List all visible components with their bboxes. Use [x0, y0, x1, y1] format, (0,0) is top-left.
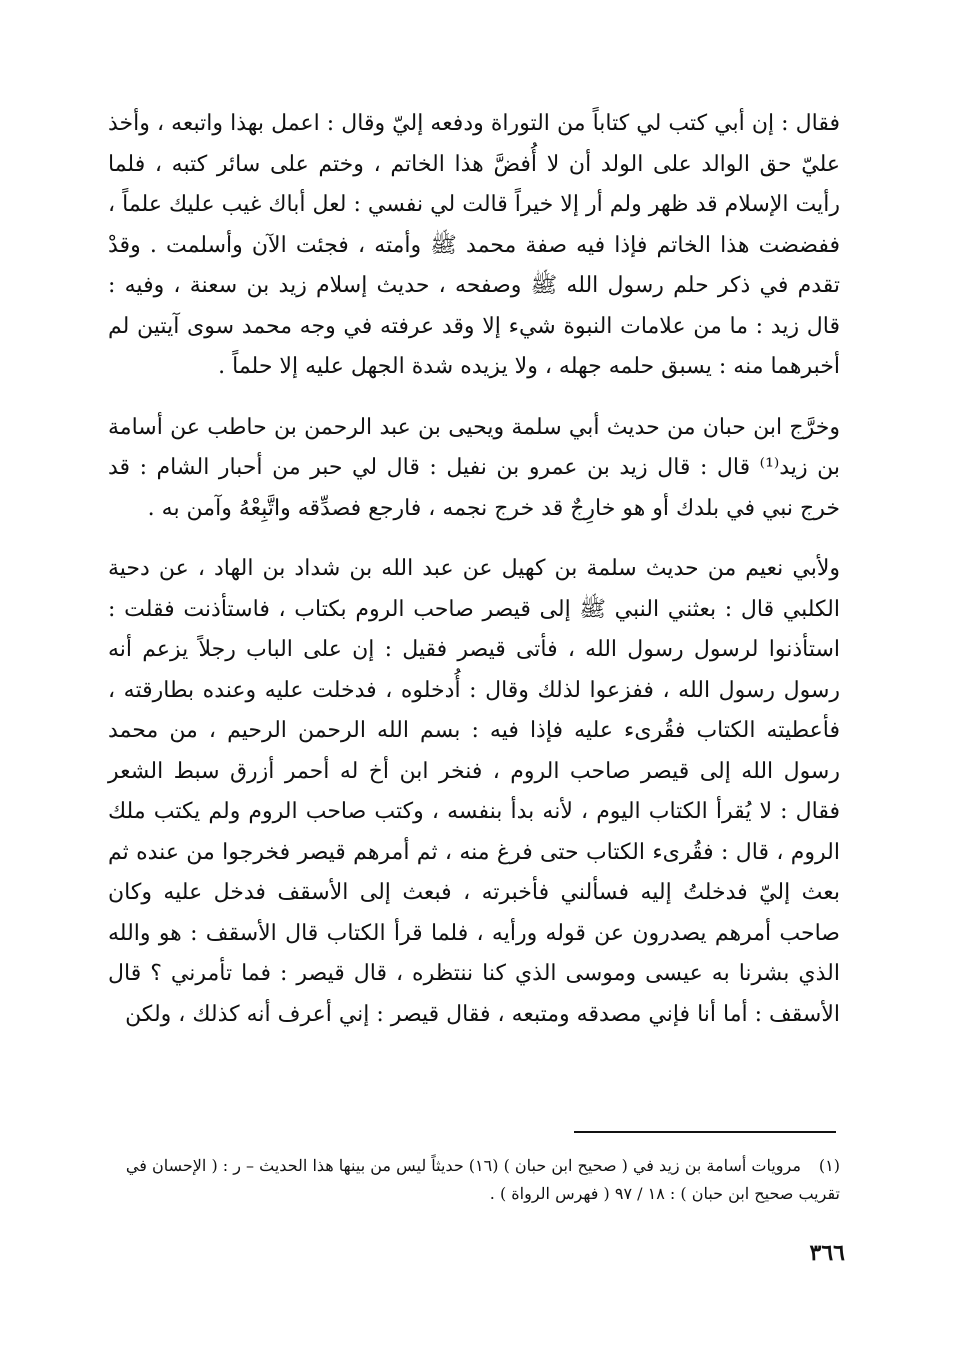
footnotes: [108, 1152, 840, 1208]
page-number: ٣٦٦: [809, 1240, 845, 1266]
paragraph-1: فقال : إن أبي كتب لي كتاباً من التوراة ودفعه إليّ وقال : اعمل بهذا واتبعه ، وأخذ عليّ حق الوالد على الولد أن لا أُفضَّ هذا الخاتم ، وختم على سائر كتبه ، فلما رأيت الإسلام قد ظهر ولم أر إلا خيراً قالت لي نفسي : لعل أباك غيب عليك علماً ، ففضضت هذا الخاتم فإذا فيه صفة محمد ﷺ وأمته ، فجئت الآن وأسلمت . وقدْ تقدم في ذكر حلم رسول الله ﷺ وصفحه ، حديث إسلام زيد بن سعنة ، وفيه : قال زيد : ما من علامات النبوة شيء إلا وقد عرفته في وجه محمد سوى آيتين لم أخبرهما منه : يسبق حلمه جهله ، ولا يزيده شدة الجهل عليه إلا حلماً .: [108, 111, 840, 379]
body-text: [108, 104, 840, 1035]
footnote-1: [108, 1152, 840, 1208]
footnote-divider: [574, 1131, 836, 1133]
paragraph-2: وخرَّج ابن حبان من حديث أبي سلمة ويحيى بن عبد الرحمن بن حاطب عن أسامة بن زيد⁽¹⁾ قال : قال زيد بن عمرو بن نفيل : قال لي حبر من أحبار الشام : قد خرج نبي في بلدك أو هو خارِجٌ قد خرج نجمه ، فارجع فصدِّقه واتَّبِعْهُ وآمن به .: [108, 414, 840, 521]
paragraph-3: ولأبي نعيم من حديث سلمة بن كهيل عن عبد الله بن شداد بن الهاد ، عن دحية الكلبي قال : بعثني النبي ﷺ إلى قيصر صاحب الروم بكتاب ، فاستأذنت فقلت : استأذنوا لرسول رسول الله ، فأتى قيصر فقيل : إن على الباب رجلاً يزعم أنه رسول رسول الله ، ففزعوا لذلك وقال : أُدخلوه ، فدخلت عليه وعنده بطارقته ، فأعطيته الكتاب فقُرىء عليه فإذا فيه : بسم الله الرحمن الرحيم ، من محمد رسول الله إلى قيصر صاحب الروم ، فنخر ابن أخ له أحمر أزرق سبط الشعر فقال : لا يُقرأ الكتاب اليوم ، لأنه بدأ بنفسه ، وكتب صاحب الروم ولم يكتب ملك الروم ، قال : فقُرىء الكتاب حتى فرغ منه ، ثم أمرهم قيصر فخرجوا من عنده ثم بعث إليّ فدخلتُ إليه فسألني فأخبرته ، فبعث إلى الأسقف فدخل عليه وكان صاحب أمرهم يصدرون عن قوله ورأيه ، فلما قرأ الكتاب قال الأسقف : هو والله الذي بشرنا به عيسى وموسى الذي كنا ننتظره ، قال قيصر : فما تأمرني ؟ قال الأسقف : أما أنا فإني مصدقه ومتبعه ، فقال قيصر : إني أعرف أنه كذلك ، ولكن: [108, 556, 840, 1027]
footnote-text: مرويات أسامة بن زيد في ( صحيح ابن حبان ) (١٦) حديثاً ليس من بينها هذا الحديث – ر : ( الإحسان في تقريب صحيح ابن حبان ) : ١٨ / ٩٧ ( فهرس الرواة ) .: [125, 1156, 840, 1203]
footnote-marker: (١): [818, 1156, 840, 1175]
